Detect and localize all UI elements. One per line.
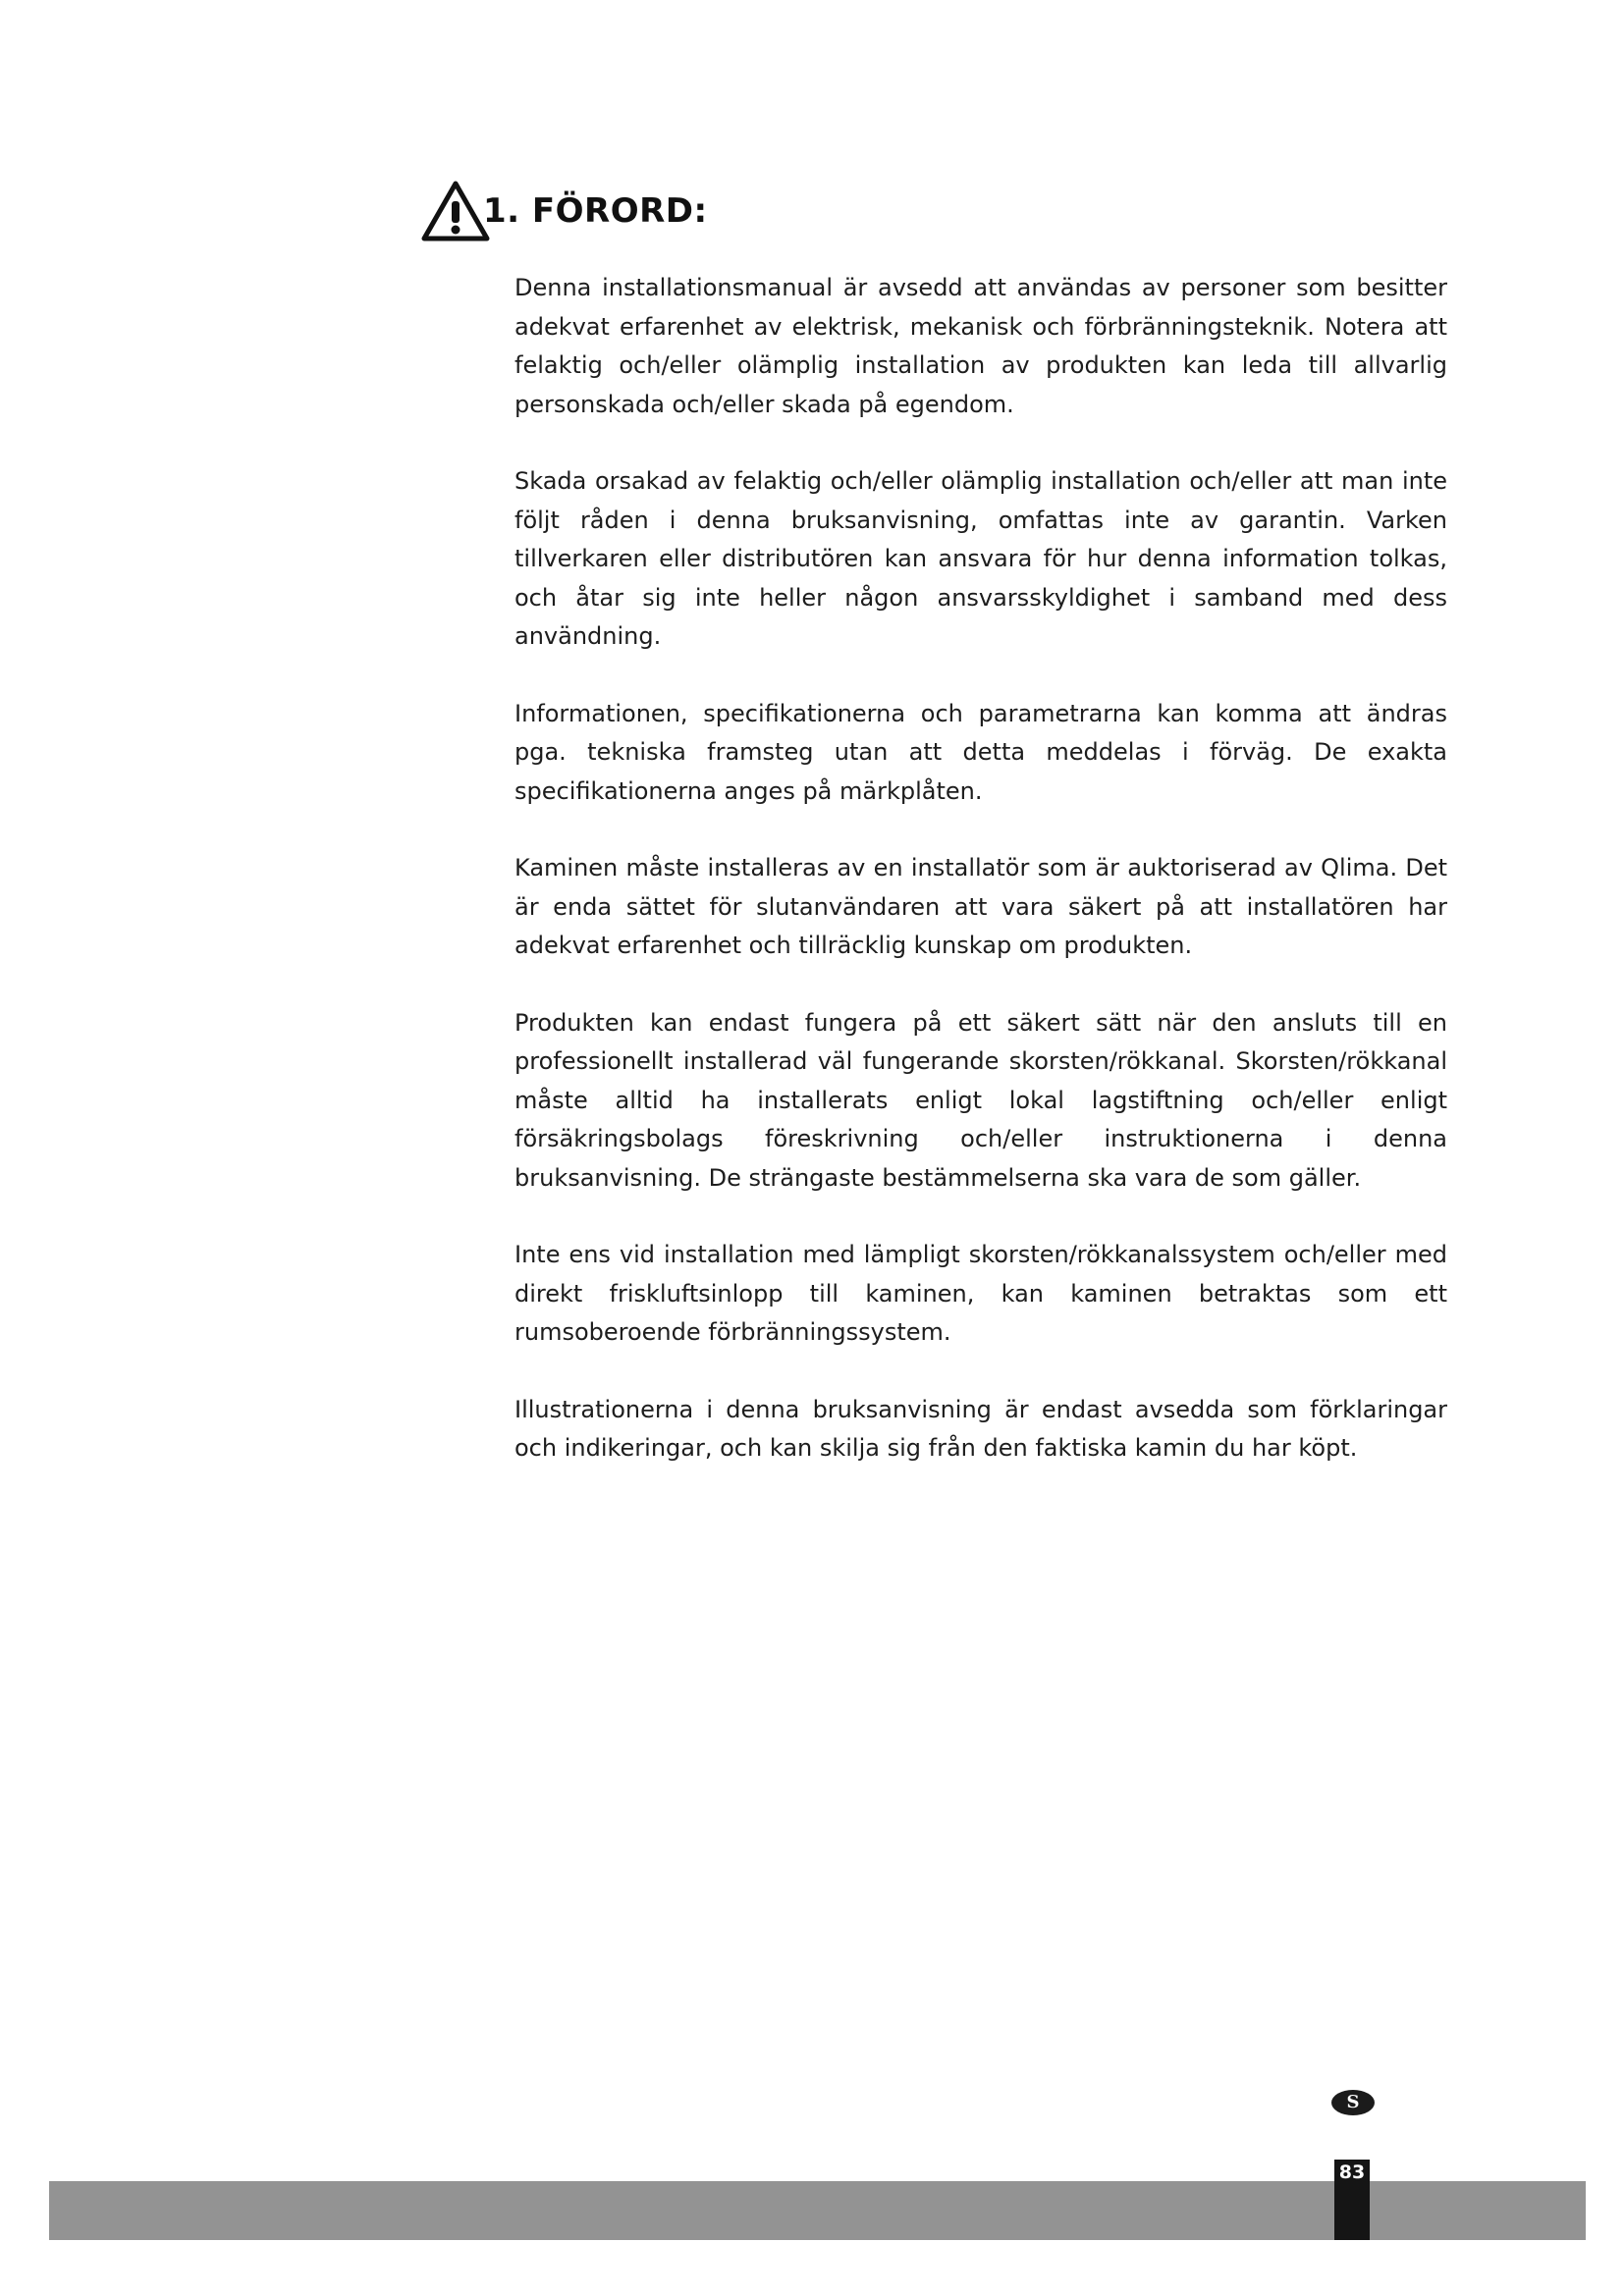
section-heading [420, 177, 708, 245]
body-text [514, 269, 1447, 1507]
paragraph-authorized-installer: Kaminen måste installeras av en installatör som är auktoriserad av Qlima. Det är enda sättet för slutanvändaren att vara säkert på att installatören har adekvat erfarenhet och tillräcklig kunskap om produkten. [514, 854, 1447, 959]
paragraph-chimney: Produkten kan endast fungera på ett säkert sätt när den ansluts till en professionellt installerad väl fungerande skorsten/rökkanal. Skorsten/rökkanal måste alltid ha installerats enligt lokal lagstiftning och/eller enligt försäkringsbolags föreskrivning och/eller instruktionerna i denna bruksanvisning. De strängaste bestämmelserna ska vara de som gäller. [514, 1008, 1447, 1192]
paragraph-combustion-system: Inte ens vid installation med lämpligt skorsten/rökkanalssystem och/eller med direkt friskluftsinlopp till kaminen, kan kaminen betraktas som ett rumsoberoende förbränningssystem. [514, 1241, 1447, 1346]
section-title: 1. FÖRORD: [483, 191, 708, 231]
paragraph-illustrations: Illustrationerna i denna bruksanvisning är endast avsedda som förklaringar och indikeringar, och kan skilja sig från den faktiska kamin du har köpt. [514, 1395, 1447, 1462]
page-number: 83 [1338, 2162, 1366, 2183]
language-badge: S [1331, 2090, 1375, 2115]
paragraph-intended-users: Denna installationsmanual är avsedd att användas av personer som besitter adekvat erfarenhet av elektrisk, mekanisk och förbränningsteknik. Notera att felaktig och/eller olämplig installation av produkten kan leda till allvarlig personskada och/eller skada på egendom. [514, 274, 1447, 418]
paragraph-warranty: Skada orsakad av felaktig och/eller olämplig installation och/eller att man inte följt råden i denna bruksanvisning, omfattas inte av garantin. Varken tillverkaren eller distributören kan ansvara för hur denna information tolkas, och åtar sig inte heller någon ansvarsskyldighet i samband med dess användning. [514, 467, 1447, 650]
warning-triangle-icon [420, 180, 491, 242]
paragraph-specifications: Informationen, specifikationerna och parametrarna kan komma att ändras pga. tekniska framsteg utan att detta meddelas i förväg. De exakta specifikationerna anges på märkplåten. [514, 699, 1447, 805]
